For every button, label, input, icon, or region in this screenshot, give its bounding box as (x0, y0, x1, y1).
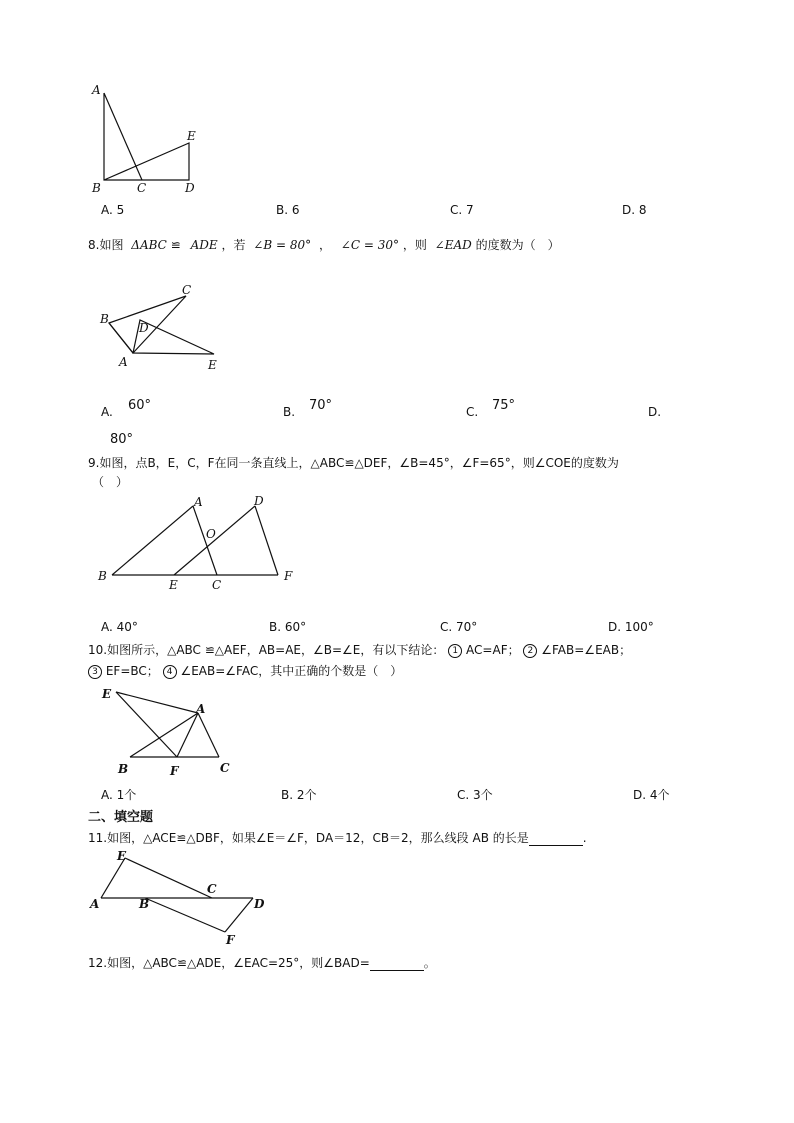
label-A: A (194, 495, 203, 509)
figure-q9 (94, 494, 304, 594)
q7-option-c: C. 7 (450, 203, 474, 217)
q8-if: ，若 (221, 238, 246, 252)
circled-number-2: 2 (523, 644, 537, 658)
q8-congruent-symbol: ≌ (170, 238, 181, 252)
q7-option-d: D. 8 (622, 203, 647, 217)
label-D: D (254, 897, 265, 911)
label-B: B (118, 762, 129, 776)
q10-option-a: A. 1个 (101, 788, 137, 802)
q8-option-d-letter: D. (648, 405, 662, 419)
section-heading-fill-in: 二、填空题 (88, 810, 154, 825)
q8-angle-c: ∠C = 30° (340, 238, 399, 252)
label-A: A (92, 83, 101, 97)
label-C: C (212, 578, 222, 592)
q10-conclusion-4: ∠EAB=∠FAC，其中正确的个数是（ ） (180, 664, 403, 678)
q8-option-a-letter: A. (101, 405, 113, 419)
label-D: D (139, 321, 149, 335)
label-F: F (226, 933, 235, 947)
label-E: E (187, 129, 196, 143)
q10-conclusion-2: ∠FAB=∠EAB； (541, 643, 632, 657)
label-B: B (92, 181, 101, 195)
figure-q8 (98, 283, 228, 375)
q8-sep: ， (318, 238, 331, 252)
label-C: C (182, 283, 192, 297)
label-C: C (137, 181, 147, 195)
circled-number-1: 1 (448, 644, 462, 658)
label-C: C (220, 761, 230, 775)
label-E: E (208, 358, 217, 372)
label-E: E (102, 687, 112, 701)
figure-q7 (88, 82, 218, 197)
q8-option-b-letter: B. (283, 405, 296, 419)
q8-option-d-value: 80° (110, 432, 134, 447)
label-F: F (284, 569, 293, 583)
q9-option-c: C. 70° (440, 620, 478, 634)
label-A: A (196, 702, 206, 716)
circled-number-3: 3 (88, 665, 102, 679)
figure-q11 (88, 848, 273, 948)
label-E: E (117, 849, 127, 863)
q9-option-d: D. 100° (608, 620, 654, 634)
q8-option-c-letter: C. (466, 405, 479, 419)
question-9-stem-line2: （ ） (92, 475, 129, 489)
q8-prefix: 8.如图 (88, 238, 124, 252)
question-9-stem-line1: 9.如图，点B，E，C，F在同一条直线上，△ABC≌△DEF，∠B=45°，∠F=65°，则∠COE的度数为 (88, 456, 619, 470)
q10-option-c: C. 3个 (457, 788, 493, 802)
q8-triangle-ade: ADE (190, 238, 218, 252)
q11-answer-blank[interactable] (529, 833, 583, 846)
q10-conclusion-1: AC=AF； (466, 643, 520, 657)
label-C: C (207, 882, 217, 896)
q8-option-b-value: 70° (309, 398, 333, 413)
q8-angle-ead: ∠EAD (434, 238, 472, 252)
q8-suffix: 的度数为（ ） (475, 238, 560, 252)
q10-option-b: B. 2个 (281, 788, 317, 802)
q10-conclusion-3: EF=BC； (105, 664, 159, 678)
q7-option-b: B. 6 (276, 203, 300, 217)
q12-text: 12.如图，△ABC≌△ADE，∠EAC=25°，则∠BAD= (88, 956, 370, 970)
q10-option-d: D. 4个 (633, 788, 670, 802)
label-B: B (139, 897, 150, 911)
question-12-stem (88, 954, 436, 971)
label-B: B (100, 312, 109, 326)
label-F: F (170, 764, 179, 778)
q11-end: . (582, 831, 587, 845)
q8-then: ，则 (402, 238, 427, 252)
q12-answer-blank[interactable] (370, 958, 424, 971)
label-O: O (206, 527, 216, 541)
label-E: E (169, 578, 178, 592)
circled-number-4: 4 (163, 665, 177, 679)
q12-end: 。 (423, 956, 436, 970)
label-B: B (98, 569, 107, 583)
figure-q10 (100, 685, 240, 780)
label-D: D (185, 181, 195, 195)
question-10-stem-line2 (88, 662, 402, 679)
question-11-stem (88, 829, 587, 846)
label-A: A (119, 355, 128, 369)
q9-option-b: B. 60° (269, 620, 307, 634)
q8-option-c-value: 75° (492, 398, 516, 413)
q7-option-a: A. 5 (101, 203, 125, 217)
label-D: D (254, 494, 264, 508)
q9-option-a: A. 40° (101, 620, 138, 634)
q8-angle-b: ∠B = 80° (253, 238, 312, 252)
label-A: A (90, 897, 100, 911)
q11-text: 11.如图，△ACE≌△DBF，如果∠E＝∠F，DA＝12，CB＝2，那么线段 AB 的长是 (88, 831, 529, 845)
question-10-stem-line1 (88, 641, 631, 658)
q8-triangle-abc: ΔABC (131, 238, 167, 252)
q8-option-a-value: 60° (128, 398, 152, 413)
question-8-stem (88, 236, 560, 253)
q10-intro: 10.如图所示，△ABC ≌△AEF，AB=AE，∠B=∠E，有以下结论： (88, 643, 445, 657)
